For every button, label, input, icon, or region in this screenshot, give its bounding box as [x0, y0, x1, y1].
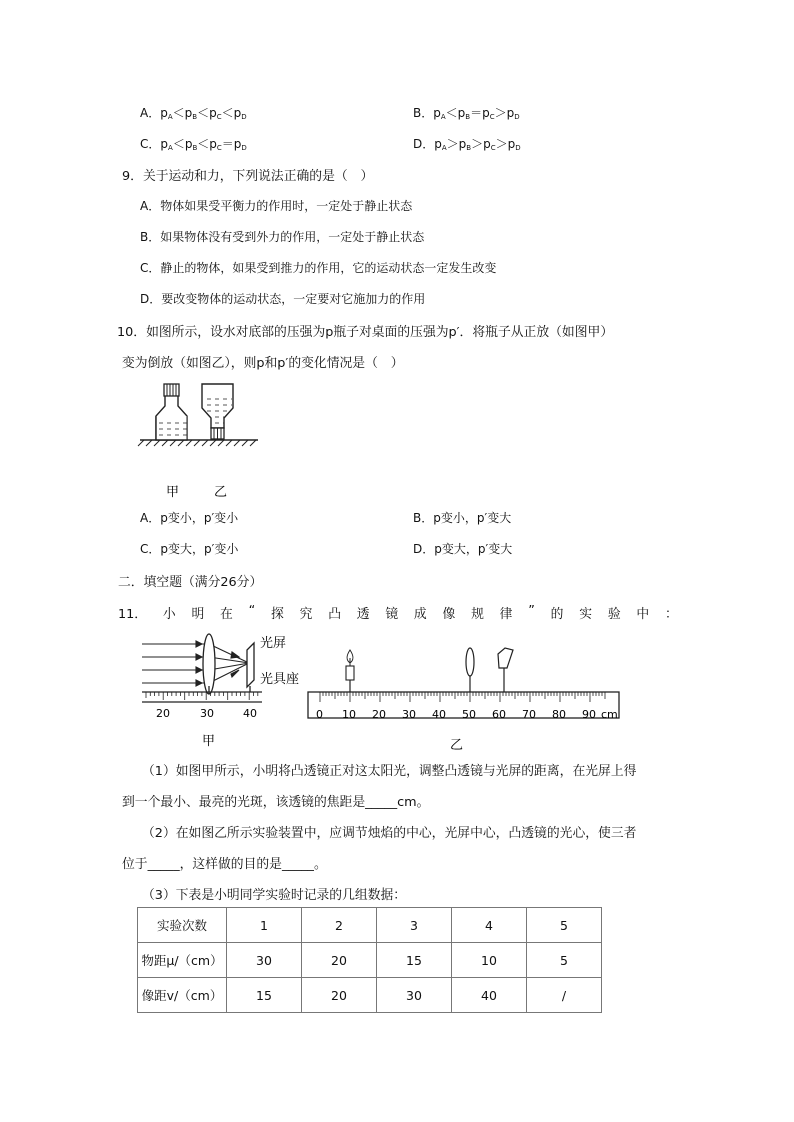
- ruler-jia-tick-label: 20: [156, 707, 170, 720]
- table-cell: 20: [302, 978, 377, 1013]
- table-row: [138, 943, 602, 978]
- table-cell: 5: [527, 943, 602, 978]
- q11-stem-char: 成: [413, 607, 427, 622]
- q11-part1-line2: 到一个最小、最亮的光斑，该透镜的焦距是_____cm。: [122, 795, 430, 810]
- q11-stem-char: 规: [471, 607, 484, 622]
- candle-icon: [346, 650, 354, 692]
- ruler-yi-tick-label: 0: [316, 708, 323, 721]
- table-cell: 像距v/（cm）: [138, 978, 227, 1013]
- inverted-bottle: [202, 384, 233, 439]
- table-cell: 物距μ/（cm）: [138, 943, 227, 978]
- q11-part2-line2: 位于_____，这样做的目的是_____。: [122, 857, 327, 872]
- q11-part1-line1: （1）如图甲所示，小明将凸透镜正对这太阳光，调整凸透镜与光屏的距离，在光屏上得: [142, 764, 637, 779]
- ruler-yi-tick-label: 80: [552, 708, 566, 721]
- convex-lens: [203, 634, 215, 694]
- section-title: 二．填空题（满分26分）: [118, 575, 263, 590]
- q11-stem-char: 律: [499, 607, 513, 622]
- q11-stem-char: 探: [271, 607, 284, 622]
- q11-part3: （3）下表是小明同学实验时记录的几组数据：: [142, 888, 407, 903]
- ruler-jia-tick-label: 30: [200, 707, 214, 720]
- q11-stem-char: 凸: [328, 607, 341, 622]
- fig-caption-jia: 甲: [202, 734, 216, 749]
- q10-option-d: D．p变大，p′变大: [413, 542, 513, 556]
- fig-label-jia: 甲: [166, 485, 180, 500]
- q11-stem-char: 究: [299, 607, 313, 622]
- q10-option-a: A．p变小，p′变小: [140, 511, 239, 525]
- table-row: [138, 908, 602, 943]
- q11-stem-char: 镜: [385, 607, 399, 622]
- ruler-yi-tick-label: 40: [432, 708, 446, 721]
- table-cell: /: [527, 978, 602, 1013]
- table-cell: 3: [377, 908, 452, 943]
- q10-stem-line2: 变为倒放（如图乙），则p和p′的变化情况是（ ）: [122, 356, 404, 371]
- table-cell: 15: [377, 943, 452, 978]
- ruler-yi-tick-label: 20: [372, 708, 386, 721]
- focal-length-figure: [134, 628, 309, 750]
- q11-stem: [118, 603, 678, 622]
- q11-stem-char: “: [248, 603, 256, 618]
- q11-stem-char: 验: [607, 607, 621, 622]
- q11-stem-char: 实: [579, 607, 593, 622]
- table-cell: 4: [452, 908, 527, 943]
- q11-stem-char: 11．: [118, 607, 148, 622]
- q11-stem-char: 透: [356, 607, 370, 622]
- table-cell: 5: [527, 908, 602, 943]
- q8-option-a: A．$p_A<p_B<p_C<p_D$: [140, 106, 247, 121]
- q9-option-b: B．如果物体没有受到外力的作用，一定处于静止状态: [140, 230, 425, 244]
- table-cell: 实验次数: [138, 908, 227, 943]
- q11-stem-char: 明: [191, 607, 205, 622]
- ruler-yi-tick-label: 60: [492, 708, 506, 721]
- q11-stem-char: ：: [664, 607, 678, 622]
- light-screen: [247, 643, 254, 687]
- ruler-yi-tick-label: 30: [402, 708, 416, 721]
- q10-stem-line1: 10．如图所示，设水对底部的压强为p瓶子对桌面的压强为p′．将瓶子从正放（如图甲）: [117, 325, 614, 340]
- experiment-data-table: [137, 907, 602, 1013]
- q9-option-a: A．物体如果受平衡力的作用时，一定处于静止状态: [140, 199, 413, 213]
- label-bench: 光具座: [260, 672, 300, 687]
- table-cell: 2: [302, 908, 377, 943]
- bottle-figure: [134, 378, 264, 500]
- table-row: [138, 978, 602, 1013]
- q8-option-c: C．$p_A<p_B<p_C=p_D$: [140, 137, 247, 152]
- q9-stem: 9．关于运动和力，下列说法正确的是（ ）: [122, 169, 374, 184]
- q11-stem-char: ”: [528, 603, 535, 618]
- q10-option-c: C．p变大，p′变小: [140, 542, 239, 556]
- table-cell: 30: [227, 943, 302, 978]
- sun-rays: [142, 641, 249, 686]
- table-cell: 1: [227, 908, 302, 943]
- optical-bench-figure: [304, 638, 624, 754]
- label-screen: 光屏: [260, 636, 287, 651]
- fig-label-yi: 乙: [214, 485, 228, 500]
- table-cell: 10: [452, 943, 527, 978]
- upright-bottle: [156, 384, 187, 440]
- q11-stem-char: 小: [162, 607, 176, 622]
- q11-stem-char: 的: [550, 607, 564, 622]
- q11-stem-char: 像: [442, 607, 456, 622]
- ruler-yi-tick-label: 90: [582, 708, 596, 721]
- q10-option-b: B．p变小，p′变大: [413, 511, 512, 525]
- table-cell: 40: [452, 978, 527, 1013]
- q11-stem-char: 在: [220, 607, 233, 622]
- table-cell: 15: [227, 978, 302, 1013]
- q9-option-d: D．要改变物体的运动状态，一定要对它施加力的作用: [140, 292, 426, 306]
- table-cell: 20: [302, 943, 377, 978]
- q11-part2-line1: （2）在如图乙所示实验装置中，应调节烛焰的中心，光屏中心，凸透镜的光心，使三者: [142, 826, 637, 841]
- ruler-jia-tick-label: 40: [243, 707, 257, 720]
- q8-option-b: B．$p_A<p_B=p_C>p_D$: [413, 106, 520, 121]
- q8-option-d: D．$p_A>p_B>p_C>p_D$: [413, 137, 521, 152]
- ruler-yi-tick-label: 10: [342, 708, 356, 721]
- q11-stem-char: 中: [636, 607, 650, 622]
- screen-icon: [498, 648, 513, 668]
- ruler-jia: [142, 692, 262, 720]
- ruler-yi-tick-label: 50: [462, 708, 476, 721]
- table-cell: 30: [377, 978, 452, 1013]
- q9-option-c: C．静止的物体，如果受到推力的作用，它的运动状态一定发生改变: [140, 261, 497, 275]
- ruler-yi-tick-label: 70: [522, 708, 536, 721]
- fig-caption-yi: 乙: [450, 738, 464, 753]
- lens-icon: [466, 648, 474, 676]
- ruler-yi-unit: cm: [601, 708, 618, 721]
